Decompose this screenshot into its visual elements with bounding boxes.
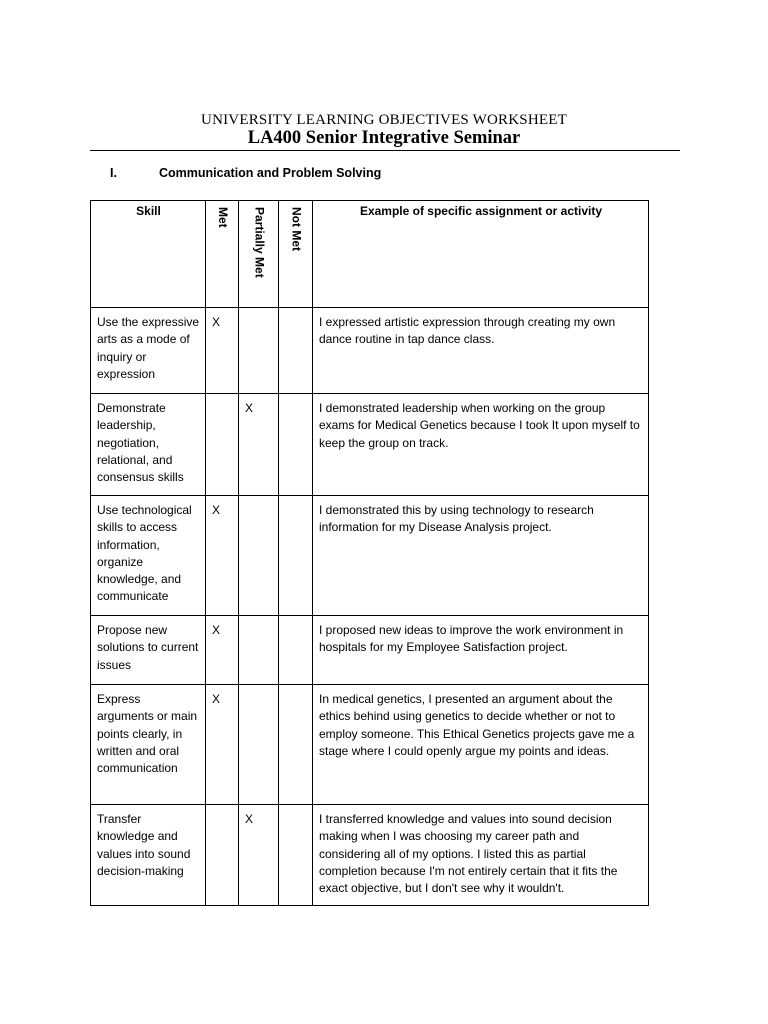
partially-met-cell: X — [239, 805, 279, 906]
not-met-cell — [279, 394, 313, 496]
partially-met-cell — [239, 685, 279, 805]
example-cell: I expressed artistic expression through creating my own dance routine in tap dance class. — [313, 308, 649, 394]
not-met-cell — [279, 805, 313, 906]
worksheet-title: UNIVERSITY LEARNING OBJECTIVES WORKSHEET — [201, 112, 567, 128]
objectives-table — [90, 200, 649, 906]
example-cell: I transferred knowledge and values into sound decision making when I was choosing my career path and considering all of my options. I listed this as partial completion because I'm not entirely certain that it fits the exact objective, but I don't see why it wouldn't. — [313, 805, 649, 906]
met-cell — [206, 805, 239, 906]
header-met — [206, 201, 239, 308]
partially-met-cell: X — [239, 394, 279, 496]
header-skill: Skill — [91, 201, 206, 308]
partially-met-cell — [239, 616, 279, 685]
table-row — [91, 496, 649, 616]
partially-met-cell — [239, 308, 279, 394]
example-cell: I demonstrated this by using technology to research information for my Disease Analysis project. — [313, 496, 649, 616]
skill-cell: Express arguments or main points clearly, in written and oral communication — [91, 685, 206, 805]
example-cell: I demonstrated leadership when working on the group exams for Medical Genetics because I took It upon myself to keep the group on track. — [313, 394, 649, 496]
table-header-row — [91, 201, 649, 308]
header-not-met-label: Not Met — [289, 207, 304, 251]
section-title: Communication and Problem Solving — [159, 166, 382, 180]
met-cell: X — [206, 496, 239, 616]
course-title: LA400 Senior Integrative Seminar — [247, 128, 521, 148]
section-heading — [110, 166, 381, 180]
example-cell: I proposed new ideas to improve the work environment in hospitals for my Employee Satisfaction project. — [313, 616, 649, 685]
skill-cell: Use the expressive arts as a mode of inquiry or expression — [91, 308, 206, 394]
header-partially-met-label: Partially Met — [252, 207, 267, 278]
skill-cell: Propose new solutions to current issues — [91, 616, 206, 685]
header-example: Example of specific assignment or activity — [313, 201, 649, 308]
skill-cell: Use technological skills to access information, organize knowledge, and communicate — [91, 496, 206, 616]
met-cell: X — [206, 685, 239, 805]
section-number: I. — [110, 166, 117, 180]
not-met-cell — [279, 685, 313, 805]
title-divider — [90, 150, 680, 151]
header-not-met — [279, 201, 313, 308]
not-met-cell — [279, 308, 313, 394]
partially-met-cell — [239, 496, 279, 616]
example-cell: In medical genetics, I presented an argument about the ethics behind using genetics to decide whether or not to employ someone. This Ethical Genetics projects gave me a stage where I could openly argue my points and ideas. — [313, 685, 649, 805]
met-cell: X — [206, 308, 239, 394]
table-row — [91, 616, 649, 685]
header-partially-met — [239, 201, 279, 308]
skill-cell: Transfer knowledge and values into sound decision-making — [91, 805, 206, 906]
not-met-cell — [279, 616, 313, 685]
table-row — [91, 805, 649, 906]
table-row — [91, 685, 649, 805]
skill-cell: Demonstrate leadership, negotiation, relational, and consensus skills — [91, 394, 206, 496]
table-row — [91, 308, 649, 394]
met-cell: X — [206, 616, 239, 685]
table-row — [91, 394, 649, 496]
not-met-cell — [279, 496, 313, 616]
met-cell — [206, 394, 239, 496]
header-met-label: Met — [216, 207, 230, 228]
